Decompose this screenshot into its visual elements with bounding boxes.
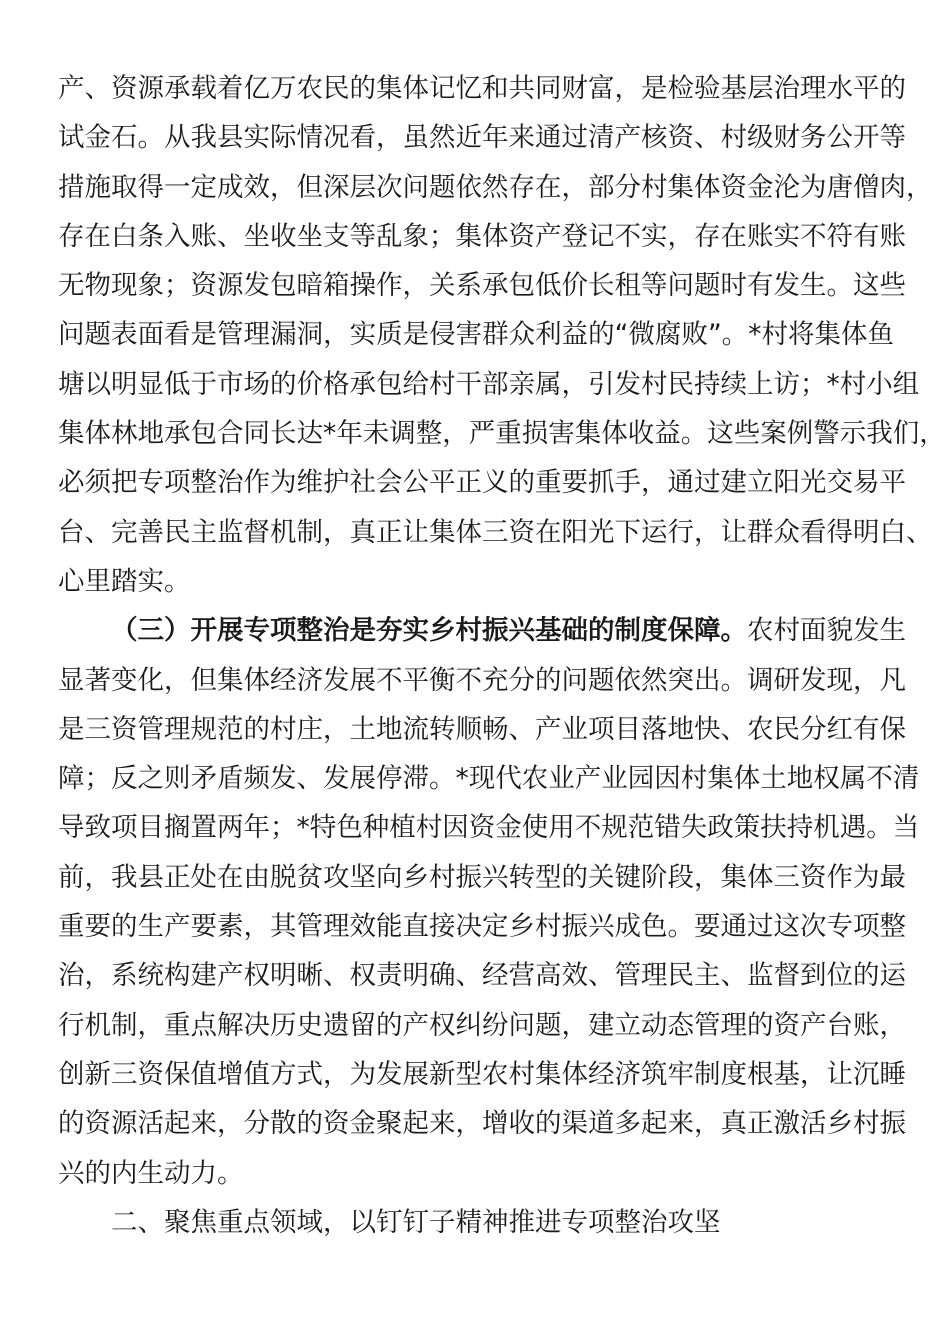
paragraph-2-line: 治，系统构建产权明晰、权责明确、经营高效、管理民主、监督到位的运 [58, 960, 906, 992]
paragraph-2 [58, 606, 920, 1198]
paragraph-2-line: 是三资管理规范的村庄，土地流转顺畅、产业项目落地快、农民分红有保 [58, 713, 906, 745]
paragraph-1-line: 塘以明显低于市场的价格承包给村干部亲属，引发村民持续上访；*村小组 [58, 368, 920, 400]
paragraph-1-line: 问题表面看是管理漏洞，实质是侵害群众利益的“微腐败”。*村将集体鱼 [58, 319, 894, 351]
section-heading: 二、聚焦重点领域，以钉钉子精神推进专项整治攻坚 [111, 1206, 721, 1238]
paragraph-2-line: 显著变化，但集体经济发展不平衡不充分的问题依然突出。调研发现，凡 [58, 664, 906, 696]
paragraph-2-line: 前，我县正处在由脱贫攻坚向乡村振兴转型的关键阶段，集体三资作为最 [58, 861, 906, 893]
paragraph-2-line: 重要的生产要素，其管理效能直接决定乡村振兴成色。要通过这次专项整 [58, 911, 906, 943]
document-page [58, 64, 946, 1247]
paragraph-1-line: 试金石。从我县实际情况看，虽然近年来通过清产核资、村级财务公开等 [58, 122, 906, 154]
paragraph-1 [58, 64, 946, 606]
paragraph-2-bold-lead: （三）开展专项整治是夯实乡村振兴基础的制度保障。 [111, 615, 747, 647]
paragraph-1-line: 产、资源承载着亿万农民的集体记忆和共同财富，是检验基层治理水平的 [58, 73, 906, 104]
paragraph-1-line: 台、完善民主监督机制，真正让集体三资在阳光下运行，让群众看得明白、 [58, 516, 933, 548]
paragraph-1-line: 无物现象；资源发包暗箱操作，关系承包低价长租等问题时有发生。这些 [58, 270, 906, 302]
paragraph-2-line: 导致项目搁置两年；*特色种植村因资金使用不规范错失政策扶持机遇。当 [58, 812, 920, 844]
paragraph-1-line: 集体林地承包合同长达*年未调整，严重损害集体收益。这些案例警示我们， [58, 418, 946, 450]
paragraph-2-line: 兴的内生动力。 [58, 1157, 244, 1189]
paragraph-1-line: 心里踏实。 [58, 565, 191, 597]
paragraph-2-line: 的资源活起来，分散的资金聚起来，增收的渠道多起来，真正激活乡村振 [58, 1108, 906, 1140]
paragraph-2-first-line [58, 606, 906, 655]
paragraph-1-line: 措施取得一定成效，但深层次问题依然存在，部分村集体资金沦为唐僧肉， [58, 171, 933, 203]
paragraph-1-line: 必须把专项整治作为维护社会公平正义的重要抓手，通过建立阳光交易平 [58, 467, 906, 499]
paragraph-2-line: 障；反之则矛盾频发、发展停滞。*现代农业产业园因村集体土地权属不清 [58, 763, 920, 795]
paragraph-1-line: 存在白条入账、坐收坐支等乱象；集体资产登记不实，存在账实不符有账 [58, 220, 906, 252]
paragraph-2-line: 创新三资保值增值方式，为发展新型农村集体经济筑牢制度根基，让沉睡 [58, 1058, 906, 1090]
paragraph-2-line: 行机制，重点解决历史遗留的产权纠纷问题，建立动态管理的资产台账， [58, 1009, 906, 1041]
paragraph-2-first-line-rest: 农村面貌发生 [747, 615, 906, 647]
